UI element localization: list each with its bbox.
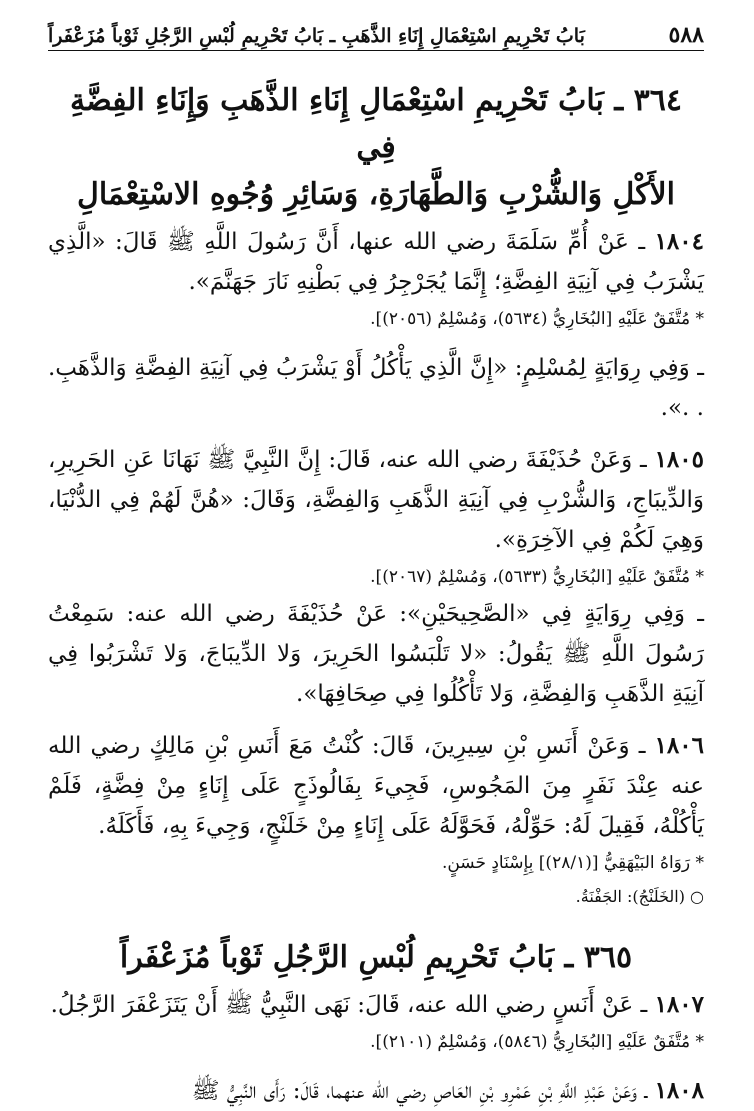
chapter-364-title-line-1: ٣٦٤ ـ بَابُ تَحْرِيمِ اسْتِعْمَالِ إِنَاءِ الذَّهَبِ وَإِنَاءِ الفِضَّةِ فِي	[70, 83, 682, 165]
hadith-text: ـ عَنْ أَنَسٍ رضي الله عنه، قَالَ: نَهَى النَّبِيُّ ﷺ أَنْ يَتَزَعْفَرَ الرَّجُلُ.	[50, 992, 655, 1018]
hadith-1806-gloss: ○ (الخَلَنْجُ): الجَفْنَةُ.	[575, 887, 704, 906]
running-header	[48, 0, 704, 46]
hadith-1805-reference: * مُتَّفَقٌ عَلَيْهِ [البُخَارِيُّ (٥٦٣٣)، وَمُسْلِمٌ (٢٠٦٧)].	[370, 567, 704, 587]
chapter-365-title: ٣٦٥ ـ بَابُ تَحْرِيمِ لُبْسِ الرَّجُلِ ثَوْباً مُزَعْفَراً	[119, 940, 633, 975]
hadith-number: ١٨٠٨	[654, 1077, 704, 1104]
hadith-1804-reference: * مُتَّفَقٌ عَلَيْهِ [البُخَارِيُّ (٥٦٣٤)، وَمُسْلِمٌ (٢٠٥٦)].	[370, 309, 704, 329]
hadith-1804-variant: ـ وَفِي رِوَايَةٍ لِمُسْلِمٍ: «إِنَّ الَّذِي يَأْكُلُ أَوْ يَشْرَبُ فِي آنِيَةِ الفِضَّةِ وَالذَّهَبِ. . .».	[48, 355, 704, 421]
hadith-number: ١٨٠٤	[654, 228, 704, 255]
hadith-1808	[48, 1071, 704, 1111]
hadith-text: ـ عَنْ أُمِّ سَلَمَةَ رضي الله عنها، أَنَّ رَسُولَ اللَّهِ ﷺ قَالَ: «الَّذِي يَشْرَبُ فِي آنِيَةِ الفِضَّةِ؛ إِنَّمَا يُجَرْجِرُ فِي بَطْنِهِ نَارَ جَهَنَّمَ».	[48, 229, 704, 295]
hadith-1806	[48, 726, 704, 846]
hadith-1807	[48, 985, 704, 1025]
running-title: بَابُ تَحْرِيمِ اسْتِعْمَالِ إِنَاءِ الذَّهَبِ ـ بَابُ تَحْرِيمِ لُبْسِ الرَّجُلِ ثَوْباً مُزَعْفَراً	[48, 25, 585, 47]
hadith-number: ١٨٠٧	[654, 991, 704, 1018]
chapter-364-title-line-2: الأَكْلِ وَالشُّرْبِ وَالطَّهَارَةِ، وَسَائِرِ وُجُوهِ الاسْتِعْمَالِ	[77, 177, 675, 212]
hadith-text: ـ وَعَنْ عَبْدِ اللَّهِ بْنِ عَمْرِو بْنِ العَاصِ رضي الله عنهما، قَالَ: رَأَى النَّبِيُّ ﷺ	[191, 1078, 655, 1104]
hadith-1806-reference: * رَوَاهُ البَيْهَقِيُّ [(٢٨/١)] بِإِسْنَادٍ حَسَنٍ.	[441, 853, 704, 873]
hadith-text: ـ وَعَنْ حُذَيْفَةَ رضي الله عنه، قَالَ: إِنَّ النَّبِيَّ ﷺ نَهَانَا عَنِ الحَرِيرِ، وَالدِّيبَاجِ، وَالشُّرْبِ فِي آنِيَةِ الذَّهَبِ وَالفِضَّةِ، وَقَالَ: «هُنَّ لَهُمْ فِي الدُّنْيَا، وَهِيَ لَكُمْ فِي الآخِرَةِ».	[48, 447, 704, 553]
hadith-1807-reference: * مُتَّفَقٌ عَلَيْهِ [البُخَارِيُّ (٥٨٤٦)، وَمُسْلِمٌ (٢١٠١)].	[370, 1032, 704, 1052]
hadith-1805	[48, 440, 704, 560]
hadith-text: ـ وَعَنْ أَنَسِ بْنِ سِيرِينَ، قَالَ: كُنْتُ مَعَ أَنَسِ بْنِ مَالِكٍ رضي الله عنه عِنْدَ نَفَرٍ مِنَ المَجُوسِ، فَجِيءَ بِفَالُوذَجٍ عَلَى إِنَاءٍ مِنْ فِضَّةٍ، فَلَمْ يَأْكُلْهُ، فَقِيلَ لَهُ: حَوِّلْهُ، فَحَوَّلَهُ عَلَى إِنَاءٍ مِنْ خَلَنْجٍ، وَجِيءَ بِهِ، فَأَكَلَهُ.	[48, 733, 704, 839]
hadith-1805-variant: ـ وَفِي رِوَايَةٍ فِي «الصَّحِيحَيْنِ»: عَنْ حُذَيْفَةَ رضي الله عنه: سَمِعْتُ رَسُولَ اللَّهِ ﷺ يَقُولُ: «لا تَلْبَسُوا الحَرِيرَ، وَلا الدِّيبَاجَ، وَلا تَشْرَبُوا فِي آنِيَةِ الذَّهَبِ وَالفِضَّةِ، وَلا تَأْكُلُوا فِي صِحَافِهَا».	[48, 601, 704, 707]
hadith-number: ١٨٠٥	[654, 446, 704, 473]
hadith-number: ١٨٠٦	[654, 732, 704, 759]
header-rule	[48, 50, 704, 51]
chapter-364-title	[48, 77, 704, 218]
page-number: ٥٨٨	[668, 22, 704, 48]
hadith-1804	[48, 222, 704, 302]
